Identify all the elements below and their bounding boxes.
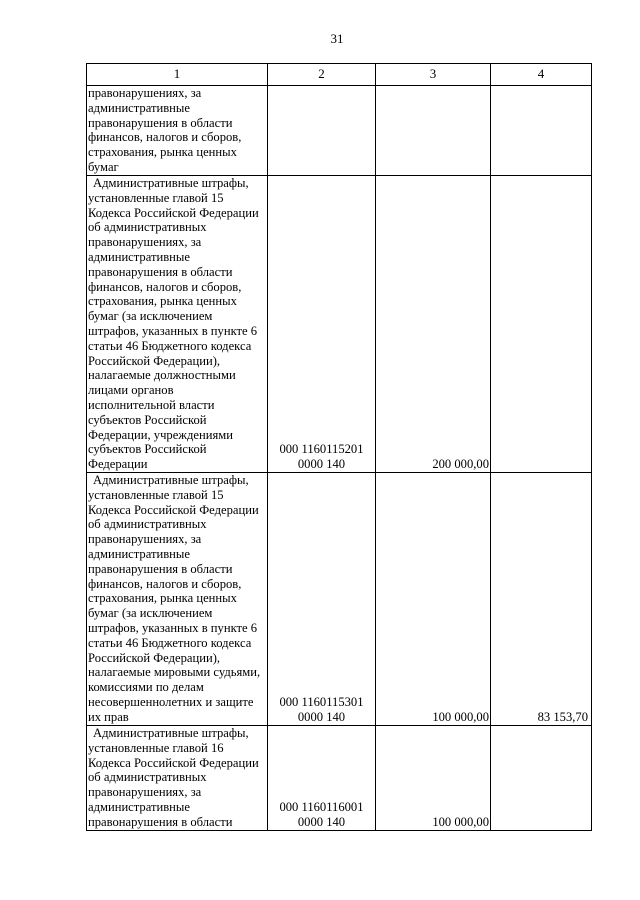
description-cell: Административные штрафы, установленные главой 16 Кодекса Российской Федерации об административных правонарушениях, за административные правонарушения в области — [87, 726, 268, 831]
description-cell: Административные штрафы, установленные главой 15 Кодекса Российской Федерации об административных правонарушениях, за административные правонарушения в области финансов, налогов и сборов, страхования, рынка ценных бумаг (за исключением штрафов, указанных в пункте 6 статьи 46 Бюджетного кодекса Российской Федерации), налагаемые должностными лицами органов исполнительной власти субъектов Российской Федерации, учреждениями субъектов Российской Федерации — [87, 176, 268, 473]
page-number: 31 — [330, 31, 344, 46]
code-cell: 000 1160115201 0000 140 — [268, 176, 376, 473]
header-cell-2: 2 — [268, 64, 376, 86]
planned-amount-cell: 200 000,00 — [376, 176, 491, 473]
code-cell: 000 1160115301 0000 140 — [268, 473, 376, 726]
data-table — [86, 63, 592, 831]
header-cell-3: 3 — [376, 64, 491, 86]
table-header-row — [87, 64, 592, 86]
planned-amount-cell: 100 000,00 — [376, 473, 491, 726]
executed-amount-cell — [491, 86, 592, 176]
code-cell: 000 1160116001 0000 140 — [268, 726, 376, 831]
table-row — [87, 176, 592, 473]
description-cell: правонарушениях, за административные правонарушения в области финансов, налогов и сборов, страхования, рынка ценных бумаг — [87, 86, 268, 176]
code-cell — [268, 86, 376, 176]
planned-amount-cell: 100 000,00 — [376, 726, 491, 831]
planned-amount-cell — [376, 86, 491, 176]
executed-amount-cell — [491, 176, 592, 473]
header-cell-1: 1 — [87, 64, 268, 86]
table-row — [87, 726, 592, 831]
description-cell: Административные штрафы, установленные главой 15 Кодекса Российской Федерации об административных правонарушениях, за административные правонарушения в области финансов, налогов и сборов, страхования, рынка ценных бумаг (за исключением штрафов, указанных в пункте 6 статьи 46 Бюджетного кодекса Российской Федерации), налагаемые мировыми судьями, комиссиями по делам несовершеннолетних и защите их прав — [87, 473, 268, 726]
executed-amount-cell: 83 153,70 — [491, 473, 592, 726]
executed-amount-cell — [491, 726, 592, 831]
table-row — [87, 86, 592, 176]
header-cell-4: 4 — [491, 64, 592, 86]
table-row — [87, 473, 592, 726]
